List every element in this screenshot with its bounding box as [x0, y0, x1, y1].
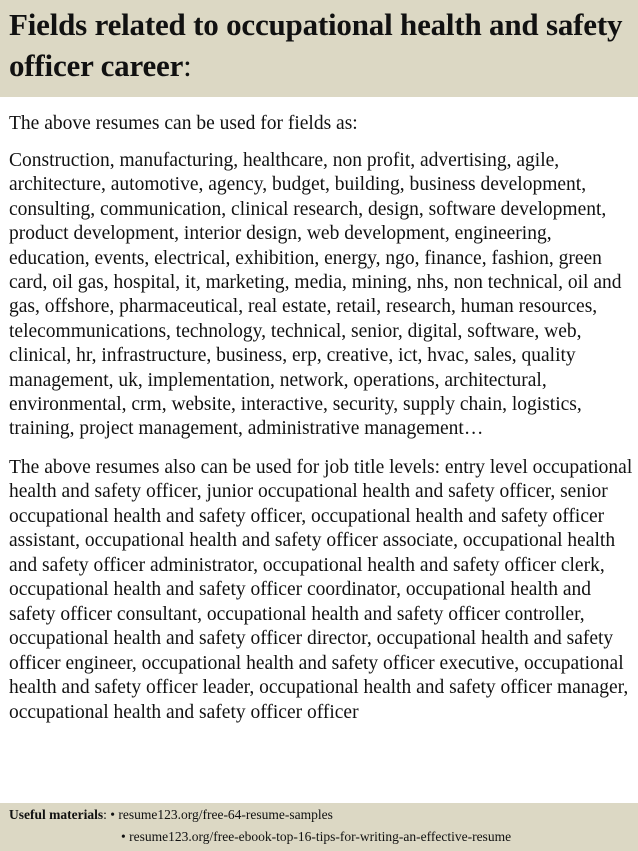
footer-separator: : [103, 807, 111, 822]
page-title-colon: : [183, 48, 192, 83]
resource-link-resume-samples[interactable]: • resume123.org/free-64-resume-samples [110, 807, 333, 822]
intro-text: The above resumes can be used for fields as: [9, 113, 358, 134]
footer-row-2 [9, 826, 638, 848]
fields-list-text: Construction, manufacturing, healthcare, non profit, advertising, agile, architecture, automotive, agency, budget, building, business development, consulting, communication, clinical research, design, software development, product development, interior design, web development, engineering, education, events, electrical, exhibition, energy, ngo, finance, fashion, green card, oil gas, hospital, it, marketing, media, mining, nhs, non technical, oil and gas, offshore, pharmaceutical, real estate, retail, research, human resources, telecommunications, technology, technical, senior, digital, software, web, clinical, hr, infrastructure, business, erp, creative, ict, hvac, sales, quality management, uk, implementation, network, operations, architectural, environmental, crm, website, interactive, security, supply chain, logistics, training, project management, administrative management… [9, 150, 622, 440]
slide-content [9, 110, 633, 800]
job-levels-text: The above resumes also can be used for job title levels: entry level occupational health and safety officer, junior occupational health and safety officer, senior occupational health and safety officer, occupational health and safety officer assistant, occupational health and safety officer associate, occupational health and safety officer administrator, occupational health and safety officer clerk, occupational health and safety officer coordinator, occupational health and safety officer consultant, occupational health and safety officer controller, occupational health and safety officer director, occupational health and safety officer engineer, occupational health and safety officer executive, occupational health and safety officer leader, occupational health and safety officer manager, occupational health and safety officer officer [9, 456, 633, 723]
page-title-text: Fields related to occupational health and safety officer career [9, 7, 623, 83]
resource-link-ebook-tips[interactable]: • resume123.org/free-ebook-top-16-tips-for-writing-an-effective-resume [121, 829, 512, 844]
slide-header [0, 0, 638, 97]
footer-row-1 [9, 804, 638, 826]
useful-materials-footer [0, 803, 638, 851]
useful-materials-label: Useful materials [9, 807, 104, 822]
page-title [9, 4, 638, 86]
